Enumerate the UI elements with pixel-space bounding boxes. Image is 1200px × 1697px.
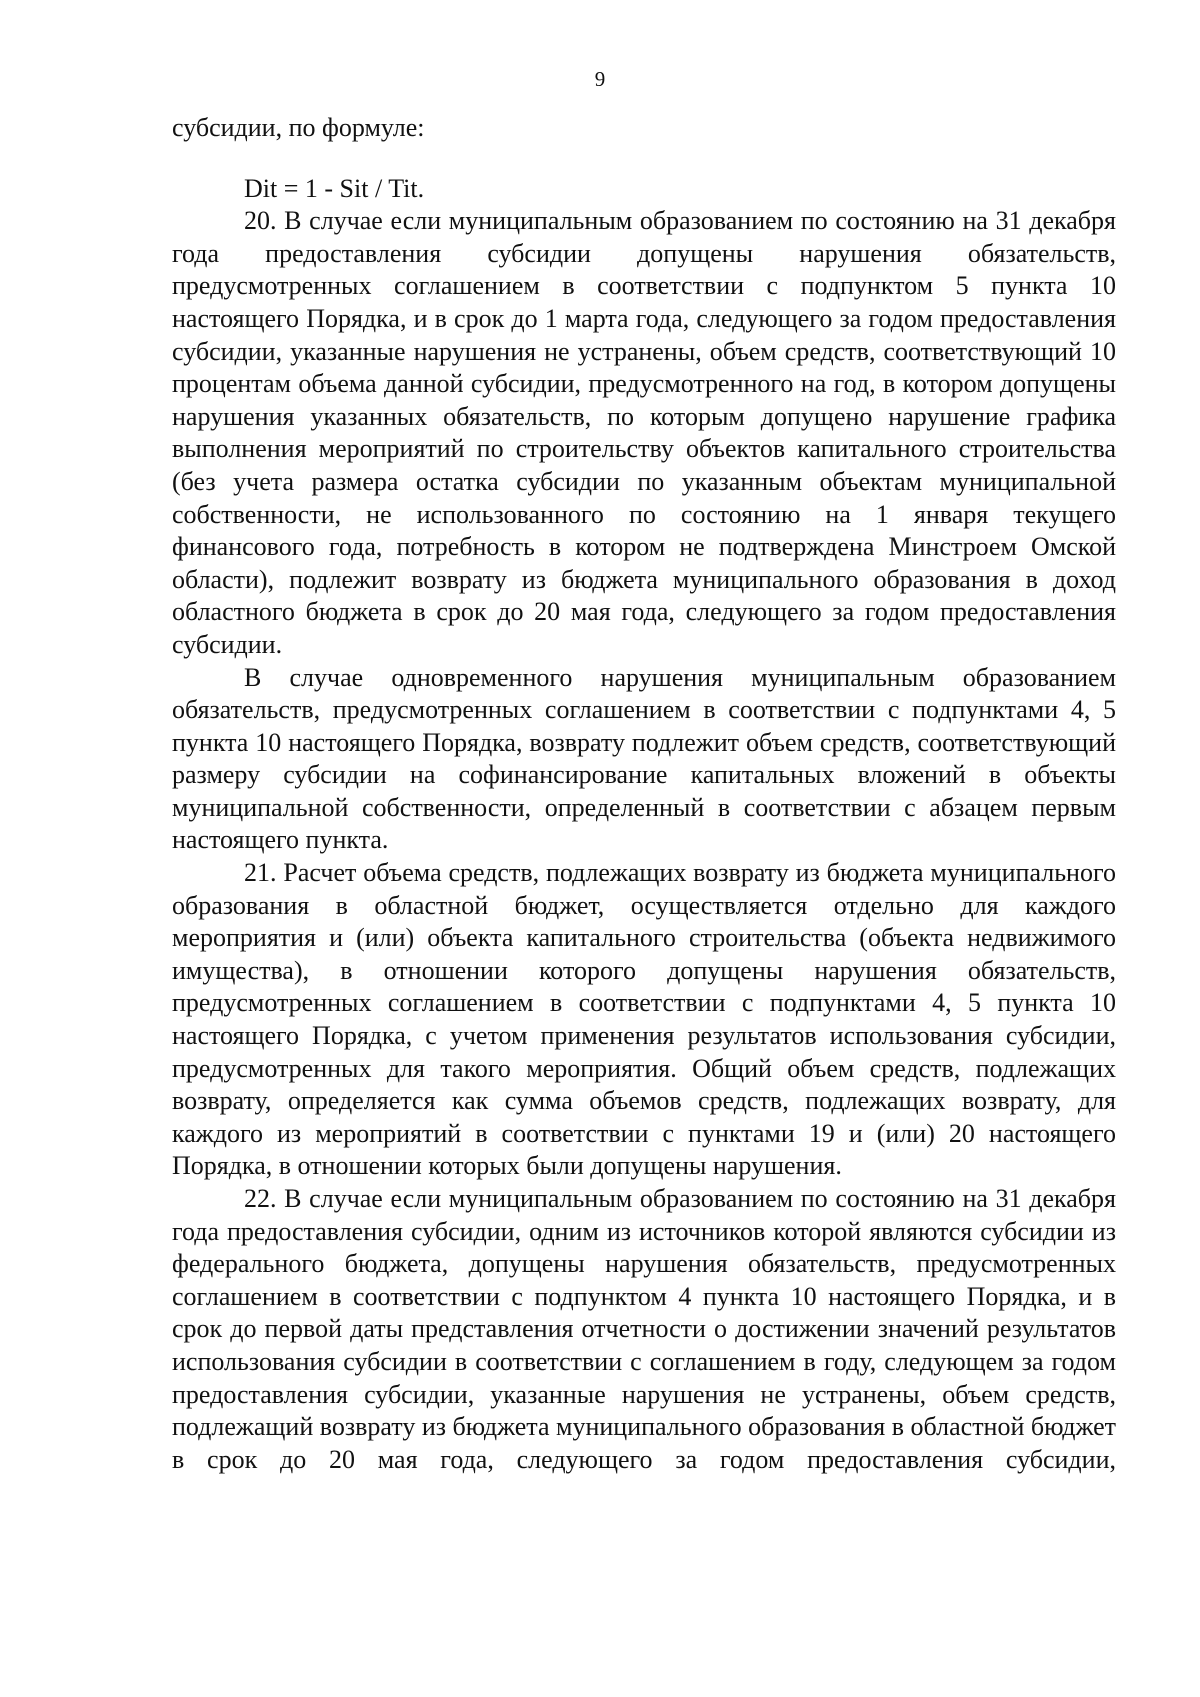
page-number: 9 bbox=[594, 67, 606, 91]
document-body bbox=[172, 112, 1116, 1476]
formula: Dit = 1 - Sit / Tit. bbox=[244, 173, 425, 203]
paragraph-continuation: субсидии, по формуле: bbox=[172, 113, 425, 142]
paragraph-20: 20. В случае если муниципальным образованием по состоянию на 31 декабря года предоставления субсидии допущены нарушения обязательств, предусмотренных соглашением в соответствии с подпунктом 5 пункта 10 настоящего Порядка, и в срок до 1 марта года, следующего за годом предоставления субсидии, указанные нарушения не устранены, объем средств, соответствующий 10 процентам объема данной субсидии, предусмотренного на год, в котором допущены нарушения указанных обязательств, по которым допущено нарушение графика выполнения мероприятий по строительству объектов капитального строительства (без учета размера остатка субсидии по указанным объектам муниципальной собственности, не использованного по состоянию на 1 января текущего финансового года, потребность в котором не подтверждена Минстроем Омской области), подлежит возврату из бюджета муниципального образования в доход областного бюджета в срок до 20 мая года, следующего за годом предоставления субсидии. bbox=[172, 206, 1116, 659]
paragraph-22: 22. В случае если муниципальным образованием по состоянию на 31 декабря года предоставления субсидии, одним из источников которой являются субсидии из федерального бюджета, допущены нарушения обязательств, предусмотренных соглашением в соответствии с подпунктом 4 пункта 10 настоящего Порядка, и в срок до первой даты представления отчетности о достижении значений результатов использования субсидии в соответствии с соглашением в году, следующем за годом предоставления субсидии, указанные нарушения не устранены, объем средств, подлежащий возврату из бюджета муниципального образования в областной бюджет в срок до 20 мая года, следующего за годом предоставления субсидии, bbox=[172, 1184, 1116, 1474]
paragraph-21: 21. Расчет объема средств, подлежащих возврату из бюджета муниципального образования в областной бюджет, осуществляется отдельно для каждого мероприятия и (или) объекта капитального строительства (объекта недвижимого имущества), в отношении которого допущены нарушения обязательств, предусмотренных соглашением в соответствии с подпунктами 4, 5 пункта 10 настоящего Порядка, с учетом применения результатов использования субсидии, предусмотренных для такого мероприятия. Общий объем средств, подлежащих возврату, определяется как сумма объемов средств, подлежащих возврату, для каждого из мероприятий в соответствии с пунктами 19 и (или) 20 настоящего Порядка, в отношении которых были допущены нарушения. bbox=[172, 858, 1116, 1181]
paragraph-20-second: В случае одновременного нарушения муниципальным образованием обязательств, предусмотренных соглашением в соответствии с подпунктами 4, 5 пункта 10 настоящего Порядка, возврату подлежит объем средств, соответствующий размеру субсидии на софинансирование капитальных вложений в объекты муниципальной собственности, определенный в соответствии с абзацем первым настоящего пункта. bbox=[172, 662, 1116, 855]
